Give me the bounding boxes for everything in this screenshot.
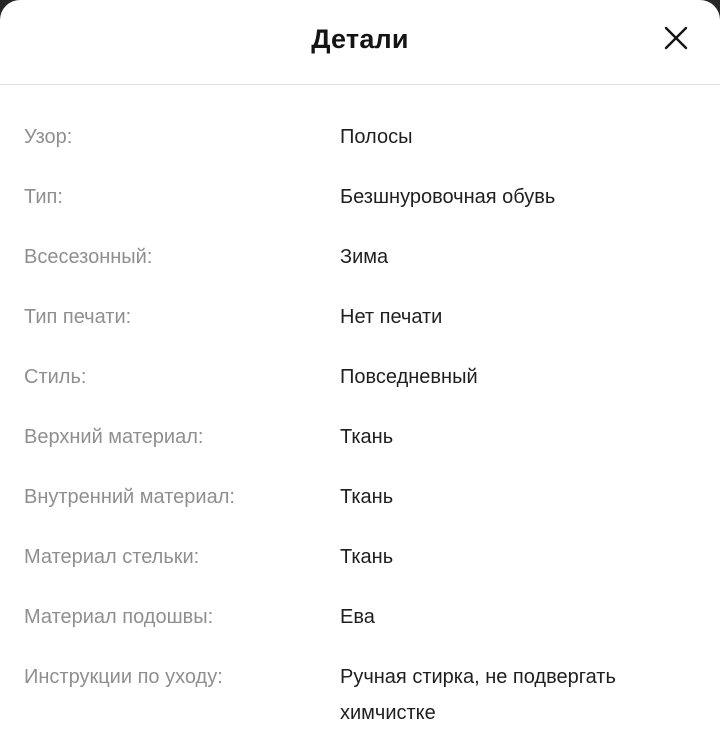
- detail-label: Узор:: [24, 126, 73, 148]
- detail-label: Инструкции по уходу:: [24, 666, 223, 688]
- detail-label: Стиль:: [24, 366, 87, 388]
- detail-value: Ева: [340, 606, 375, 628]
- details-list: [0, 85, 720, 731]
- detail-label: Тип:: [24, 186, 63, 208]
- page-title: Детали: [311, 24, 409, 54]
- detail-label: Материал стельки:: [24, 546, 200, 568]
- detail-row: [24, 659, 696, 731]
- detail-value: Ткань: [340, 546, 394, 568]
- detail-label: Тип печати:: [24, 306, 132, 328]
- detail-value: Ткань: [340, 486, 394, 508]
- detail-row: [24, 419, 696, 455]
- detail-row: [24, 179, 696, 215]
- detail-row: [24, 299, 696, 335]
- detail-row: [24, 479, 696, 515]
- detail-row: [24, 239, 696, 275]
- detail-value: Нет печати: [340, 306, 443, 328]
- detail-row: [24, 119, 696, 155]
- detail-value: Ручная стирка, не подвергать химчистке: [340, 666, 616, 724]
- detail-row: [24, 599, 696, 635]
- close-icon: [661, 23, 691, 53]
- detail-value: Повседневный: [340, 366, 478, 388]
- close-button[interactable]: [658, 20, 694, 56]
- detail-row: [24, 359, 696, 395]
- detail-label: Внутренний материал:: [24, 486, 235, 508]
- detail-value: Полосы: [340, 126, 413, 148]
- detail-value: Ткань: [340, 426, 394, 448]
- sheet-header: [0, 0, 720, 85]
- detail-row: [24, 539, 696, 575]
- detail-label: Материал подошвы:: [24, 606, 214, 628]
- detail-label: Верхний материал:: [24, 426, 204, 448]
- detail-value: Зима: [340, 246, 389, 268]
- detail-value: Безшнуровочная обувь: [340, 186, 556, 208]
- detail-label: Всесезонный:: [24, 246, 153, 268]
